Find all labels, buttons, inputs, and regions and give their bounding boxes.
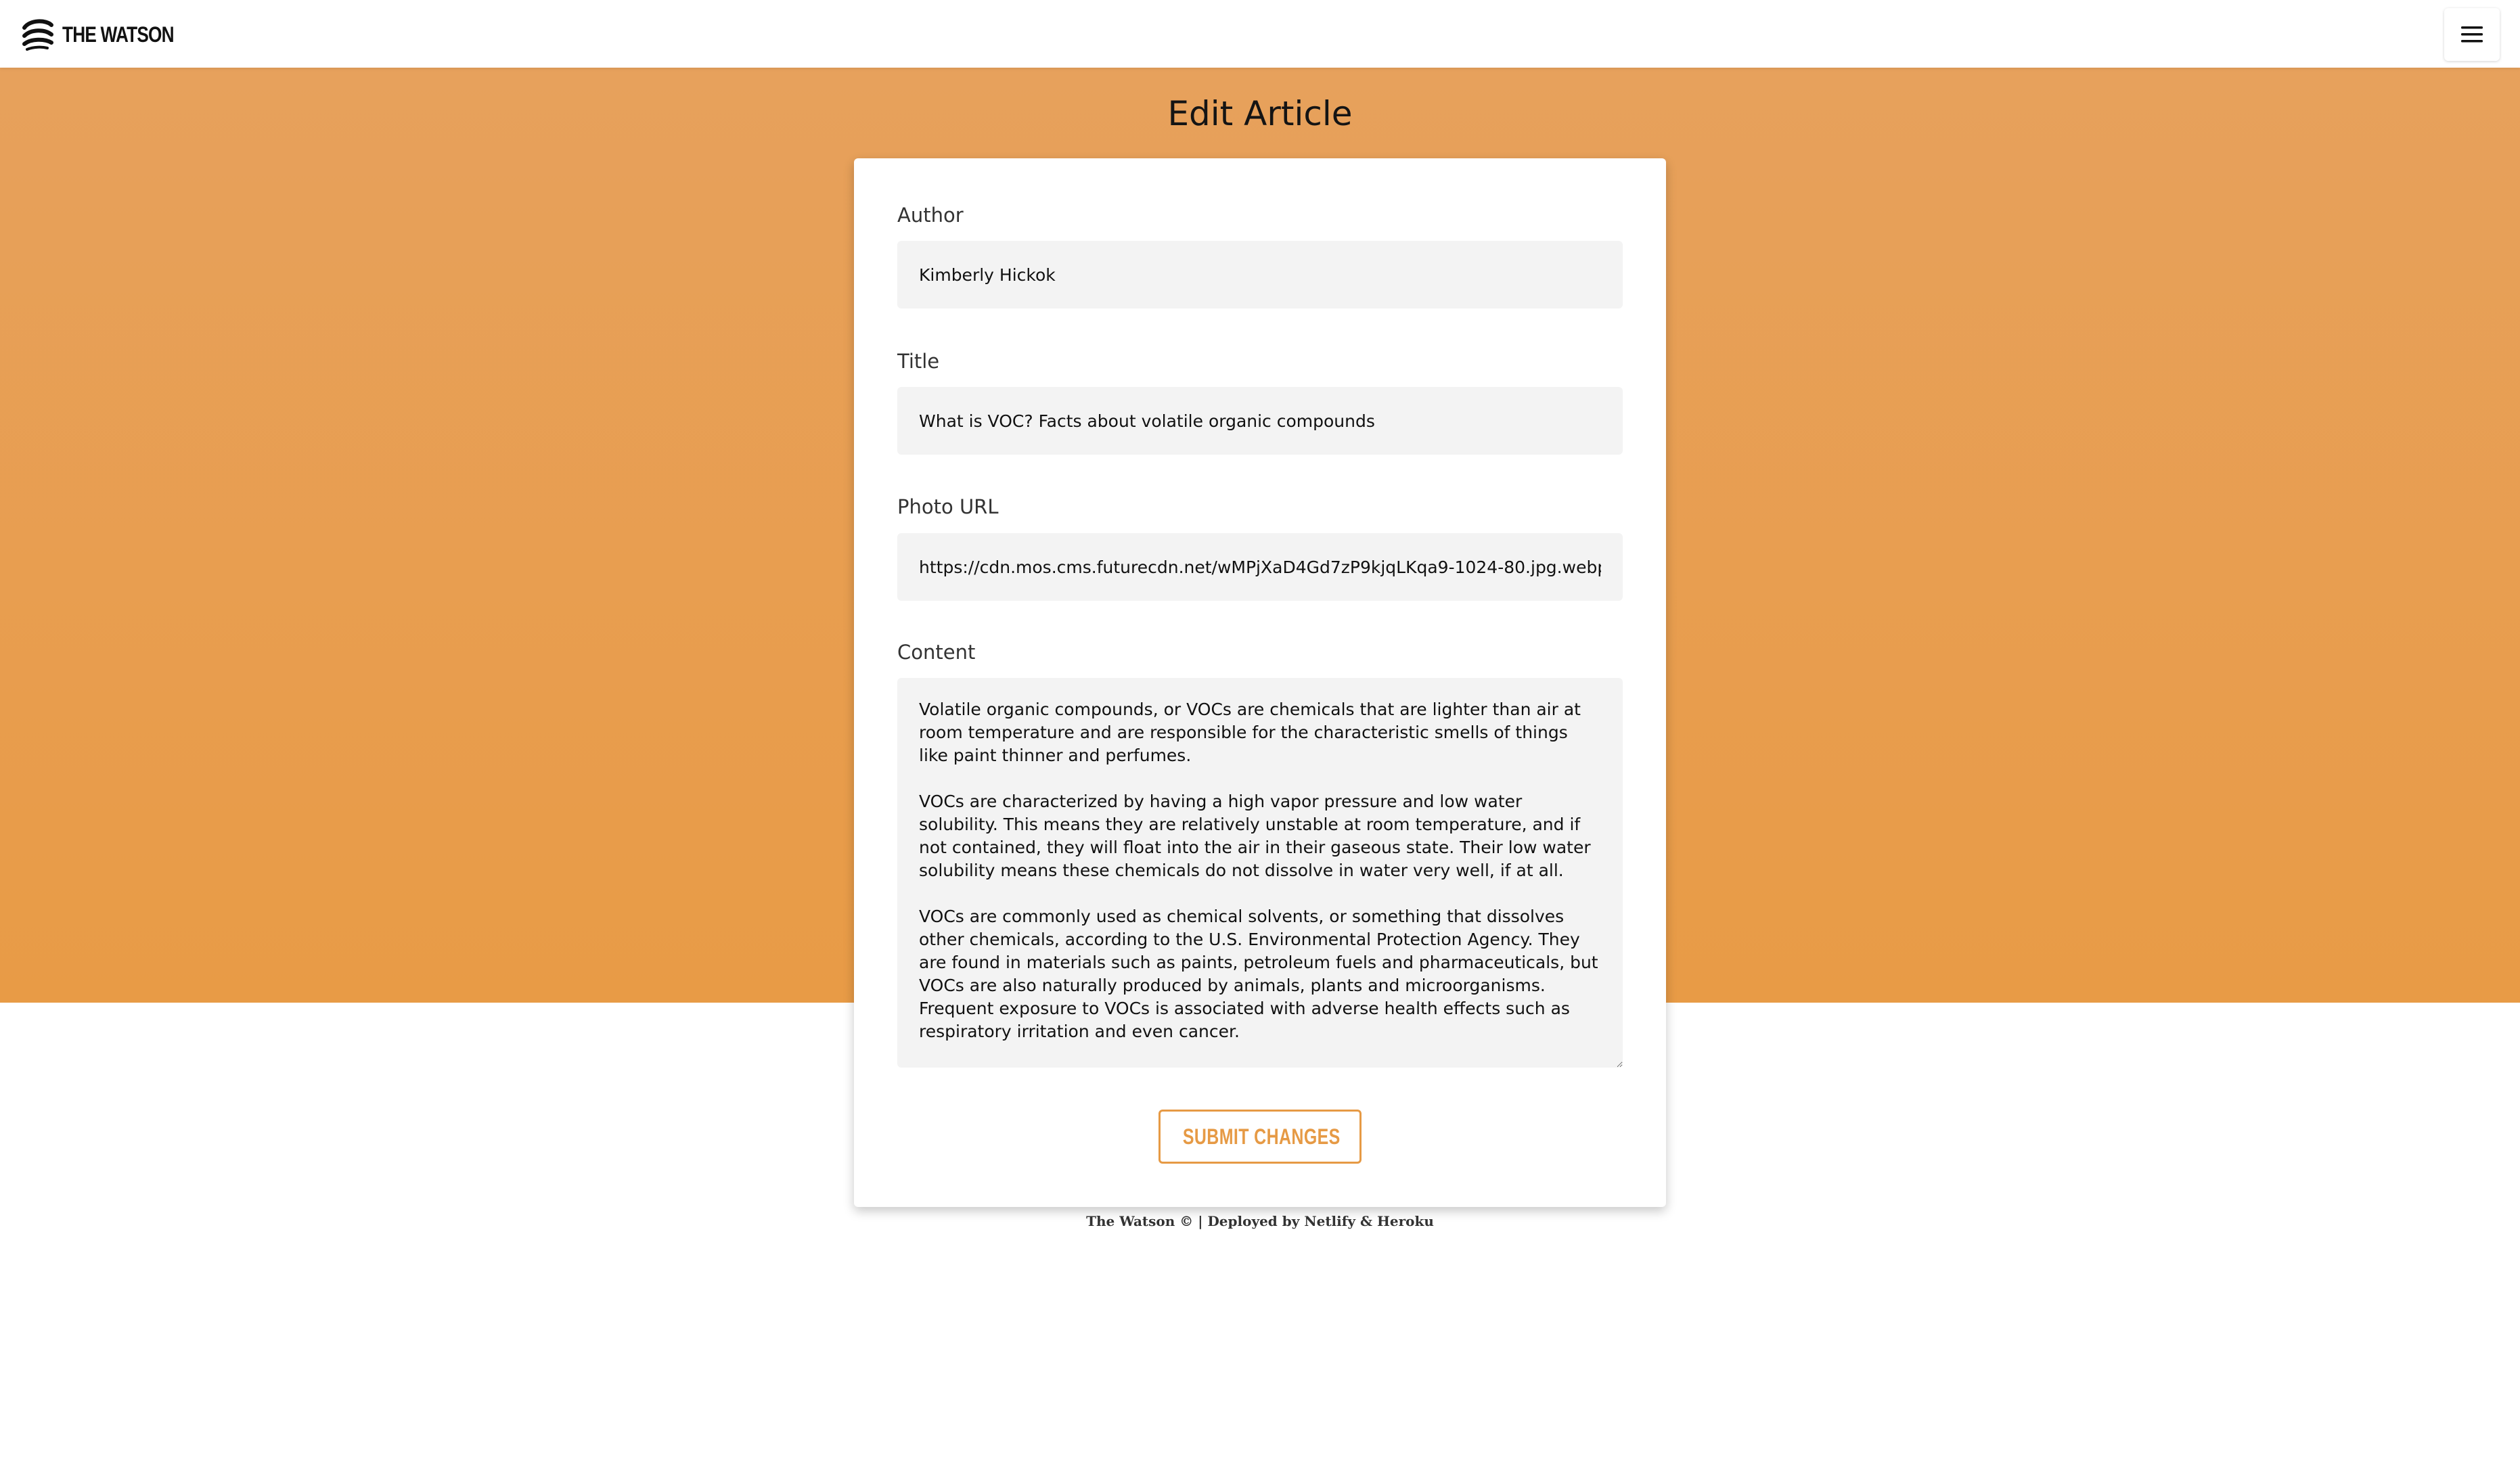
title-input[interactable] — [897, 387, 1623, 455]
title-label: Title — [897, 350, 940, 373]
submit-changes-button[interactable] — [1158, 1110, 1362, 1164]
photo-url-input[interactable] — [897, 533, 1623, 601]
author-input[interactable] — [897, 241, 1623, 309]
brand-logo-link[interactable] — [20, 17, 198, 52]
photo-url-label: Photo URL — [897, 495, 999, 518]
hamburger-menu-icon — [2461, 26, 2483, 43]
brand-name: THE WATSON — [62, 22, 174, 47]
footer-credits: The Watson © | Deployed by Netlify & Heroku — [1086, 1213, 1434, 1229]
hamburger-menu-button[interactable] — [2444, 8, 2500, 61]
submit-changes-label: SUBMIT CHANGES — [1182, 1124, 1341, 1149]
page-title: Edit Article — [1167, 94, 1353, 133]
edit-article-form — [854, 158, 1666, 1207]
watson-swirl-logo-icon — [20, 17, 55, 52]
content-label: Content — [897, 641, 976, 664]
top-navbar — [0, 0, 2520, 68]
author-label: Author — [897, 204, 964, 227]
content-textarea[interactable] — [897, 678, 1623, 1068]
